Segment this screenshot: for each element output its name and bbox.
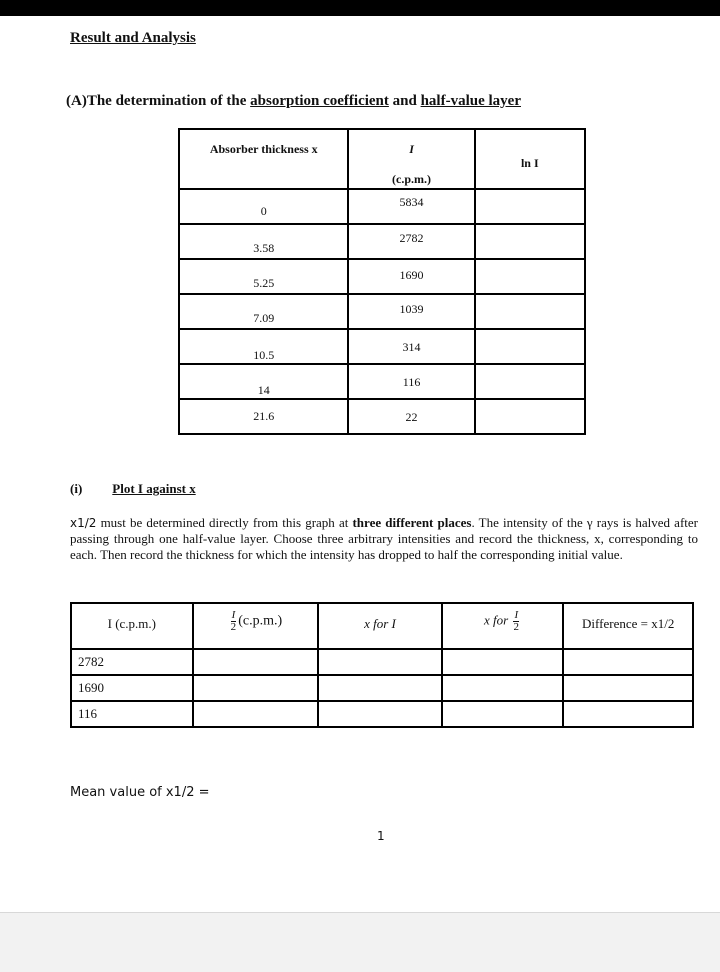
thickness-cell: 5.25 xyxy=(253,276,275,290)
intensity-cell: 116 xyxy=(402,375,421,389)
plot-instruction: Plot I against x xyxy=(112,481,196,496)
ln-intensity-header-text: ln I xyxy=(520,156,539,170)
section-a-heading xyxy=(66,93,521,110)
absorption-coefficient-text: absorption coefficient xyxy=(250,93,389,109)
ln-cell-empty xyxy=(475,294,585,329)
table-row xyxy=(71,701,693,727)
fraction-denominator: 2 xyxy=(230,621,237,633)
fraction-numerator-2: I xyxy=(514,609,519,621)
intensity-col-header-text: I (c.p.m.) xyxy=(107,616,156,631)
table-row xyxy=(179,189,585,224)
intensity-cell: 5834 xyxy=(399,195,424,209)
absorber-thickness-header-text: Absorber thickness x xyxy=(209,142,318,156)
intensity-cell: 1690 xyxy=(399,268,424,282)
page-heading: Result and Analysis xyxy=(70,30,196,46)
difference-header-text: Difference = x1/2 xyxy=(582,616,675,631)
ln-cell-empty xyxy=(475,224,585,259)
half-intensity-col-header xyxy=(193,603,319,649)
fraction-denominator-2: 2 xyxy=(513,621,520,633)
half-fraction-2 xyxy=(513,610,519,633)
table-row xyxy=(179,399,585,434)
thickness-cell: 3.58 xyxy=(253,241,275,255)
ln-intensity-header xyxy=(475,129,585,189)
section-a-text2: and xyxy=(388,93,421,109)
table-row xyxy=(179,259,585,294)
page-number: 1 xyxy=(377,829,385,843)
mean-value-label: Mean value of x1/2 = xyxy=(70,785,210,800)
thickness-cell: 10.5 xyxy=(253,348,275,362)
intensity-value: 116 xyxy=(78,706,98,721)
para-bold-text: three different places xyxy=(352,515,472,530)
table-row xyxy=(179,294,585,329)
table-row xyxy=(179,224,585,259)
intensity-value: 2782 xyxy=(78,654,104,669)
thickness-cell: 14 xyxy=(257,383,270,397)
ln-cell-empty xyxy=(475,189,585,224)
absorber-table xyxy=(178,128,586,435)
half-layer-symbol: x1/2 xyxy=(70,516,97,530)
table-row xyxy=(179,329,585,364)
half-intensity-unit: (c.p.m.) xyxy=(238,613,283,629)
ln-cell-empty xyxy=(475,329,585,364)
table-row xyxy=(71,649,693,675)
para-text-2: . The intensity of the γ rays is halved after passing through one half-value layer. Choose three arbitrary intensities and record the thickness, x, corresponding to each. Then record the thickness for which the intensity has dropped to half the corresponding initial value. xyxy=(70,515,698,562)
intensity-value: 1690 xyxy=(78,680,104,695)
para-text-1: must be determined directly from this graph at xyxy=(96,515,353,530)
difference-col-header xyxy=(563,603,693,649)
intensity-cell: 2782 xyxy=(399,231,424,245)
half-fraction xyxy=(231,610,237,633)
section-a-prefix: (A) xyxy=(66,93,87,109)
intensity-header-text: I xyxy=(409,142,414,156)
x-for-i-col-header xyxy=(318,603,442,649)
intensity-unit-text: (c.p.m.) xyxy=(392,172,432,186)
part-i-heading xyxy=(70,481,196,497)
absorber-thickness-header xyxy=(179,129,348,189)
intensity-cell: 22 xyxy=(405,410,418,424)
ln-cell-empty xyxy=(475,399,585,434)
ln-cell-empty xyxy=(475,259,585,294)
top-bar xyxy=(0,0,720,16)
thickness-cell: 21.6 xyxy=(253,409,275,423)
x-for-prefix: x for xyxy=(484,612,509,628)
intensity-cell: 1039 xyxy=(399,302,424,316)
table-row xyxy=(179,364,585,399)
instructions-paragraph xyxy=(70,515,698,563)
section-a-text1: The determination of the xyxy=(86,93,251,109)
intensity-cell: 314 xyxy=(402,340,421,354)
ln-cell-empty xyxy=(475,364,585,399)
fraction-numerator: I xyxy=(231,609,236,621)
half-value-table xyxy=(70,602,694,728)
intensity-header xyxy=(348,129,474,189)
x-for-half-i-col-header xyxy=(442,603,564,649)
thickness-cell: 0 xyxy=(260,204,267,218)
part-i-number: (i) xyxy=(70,481,83,496)
intensity-col-header xyxy=(71,603,193,649)
table-row xyxy=(71,675,693,701)
x-for-i-text: x for I xyxy=(364,616,396,631)
bottom-bar xyxy=(0,912,720,972)
thickness-cell: 7.09 xyxy=(253,311,275,325)
half-value-layer-text: half-value layer xyxy=(420,93,521,109)
